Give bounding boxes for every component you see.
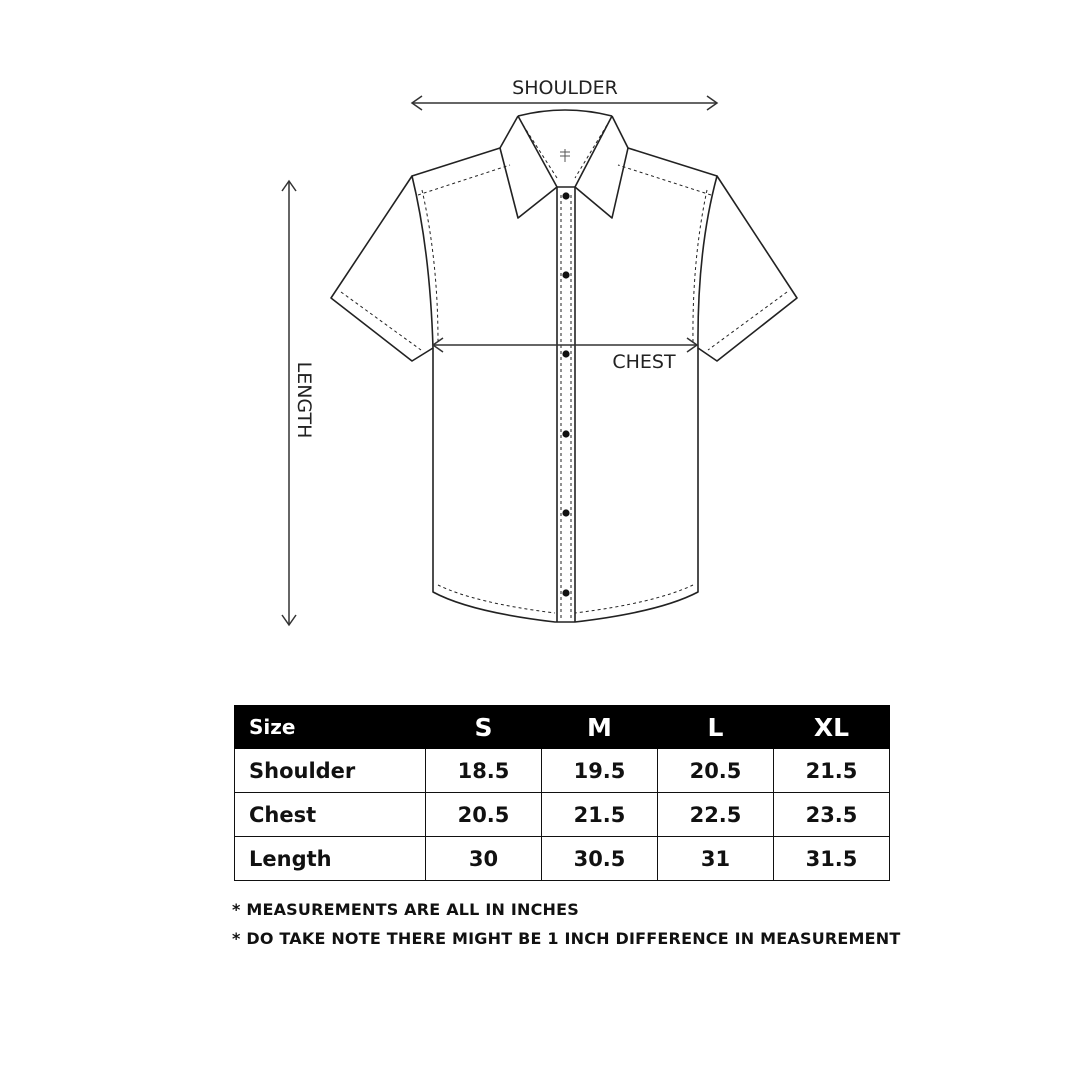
note-units: * MEASUREMENTS ARE ALL IN INCHES — [232, 900, 579, 919]
table-cell: 21.5 — [542, 793, 658, 837]
button-dot — [562, 271, 569, 278]
note-tolerance: * DO TAKE NOTE THERE MIGHT BE 1 INCH DIFFERENCE IN MEASUREMENT — [232, 929, 901, 948]
shirt-outline — [331, 110, 797, 622]
table-cell: 30 — [426, 837, 542, 881]
length-label: LENGTH — [293, 361, 315, 439]
button-dot — [562, 430, 569, 437]
table-cell: 22.5 — [658, 793, 774, 837]
table-cell: 30.5 — [542, 837, 658, 881]
header-s: S — [426, 706, 542, 749]
table-cell: 31 — [658, 837, 774, 881]
button-dot — [562, 589, 569, 596]
table-cell: 21.5 — [774, 749, 890, 793]
header-xl: XL — [774, 706, 890, 749]
table-cell: 23.5 — [774, 793, 890, 837]
table-row — [235, 749, 890, 793]
size-chart-table — [234, 705, 890, 881]
table-cell: 19.5 — [542, 749, 658, 793]
table-cell: 31.5 — [774, 837, 890, 881]
row-label: Chest — [235, 793, 426, 837]
chest-label: CHEST — [612, 351, 676, 373]
button-dot — [562, 509, 569, 516]
table-header-row — [235, 706, 890, 749]
collar-tag-icon — [560, 149, 570, 162]
table-cell: 20.5 — [426, 793, 542, 837]
header-size: Size — [235, 706, 426, 749]
table-cell: 18.5 — [426, 749, 542, 793]
chest-dimension — [433, 338, 697, 352]
header-m: M — [542, 706, 658, 749]
table-cell: 20.5 — [658, 749, 774, 793]
button-dot — [562, 350, 569, 357]
shirt-buttons — [562, 192, 569, 596]
button-dot — [562, 192, 569, 199]
row-label: Length — [235, 837, 426, 881]
shoulder-label: SHOULDER — [512, 77, 618, 99]
header-l: L — [658, 706, 774, 749]
row-label: Shoulder — [235, 749, 426, 793]
table-row — [235, 793, 890, 837]
table-row — [235, 837, 890, 881]
